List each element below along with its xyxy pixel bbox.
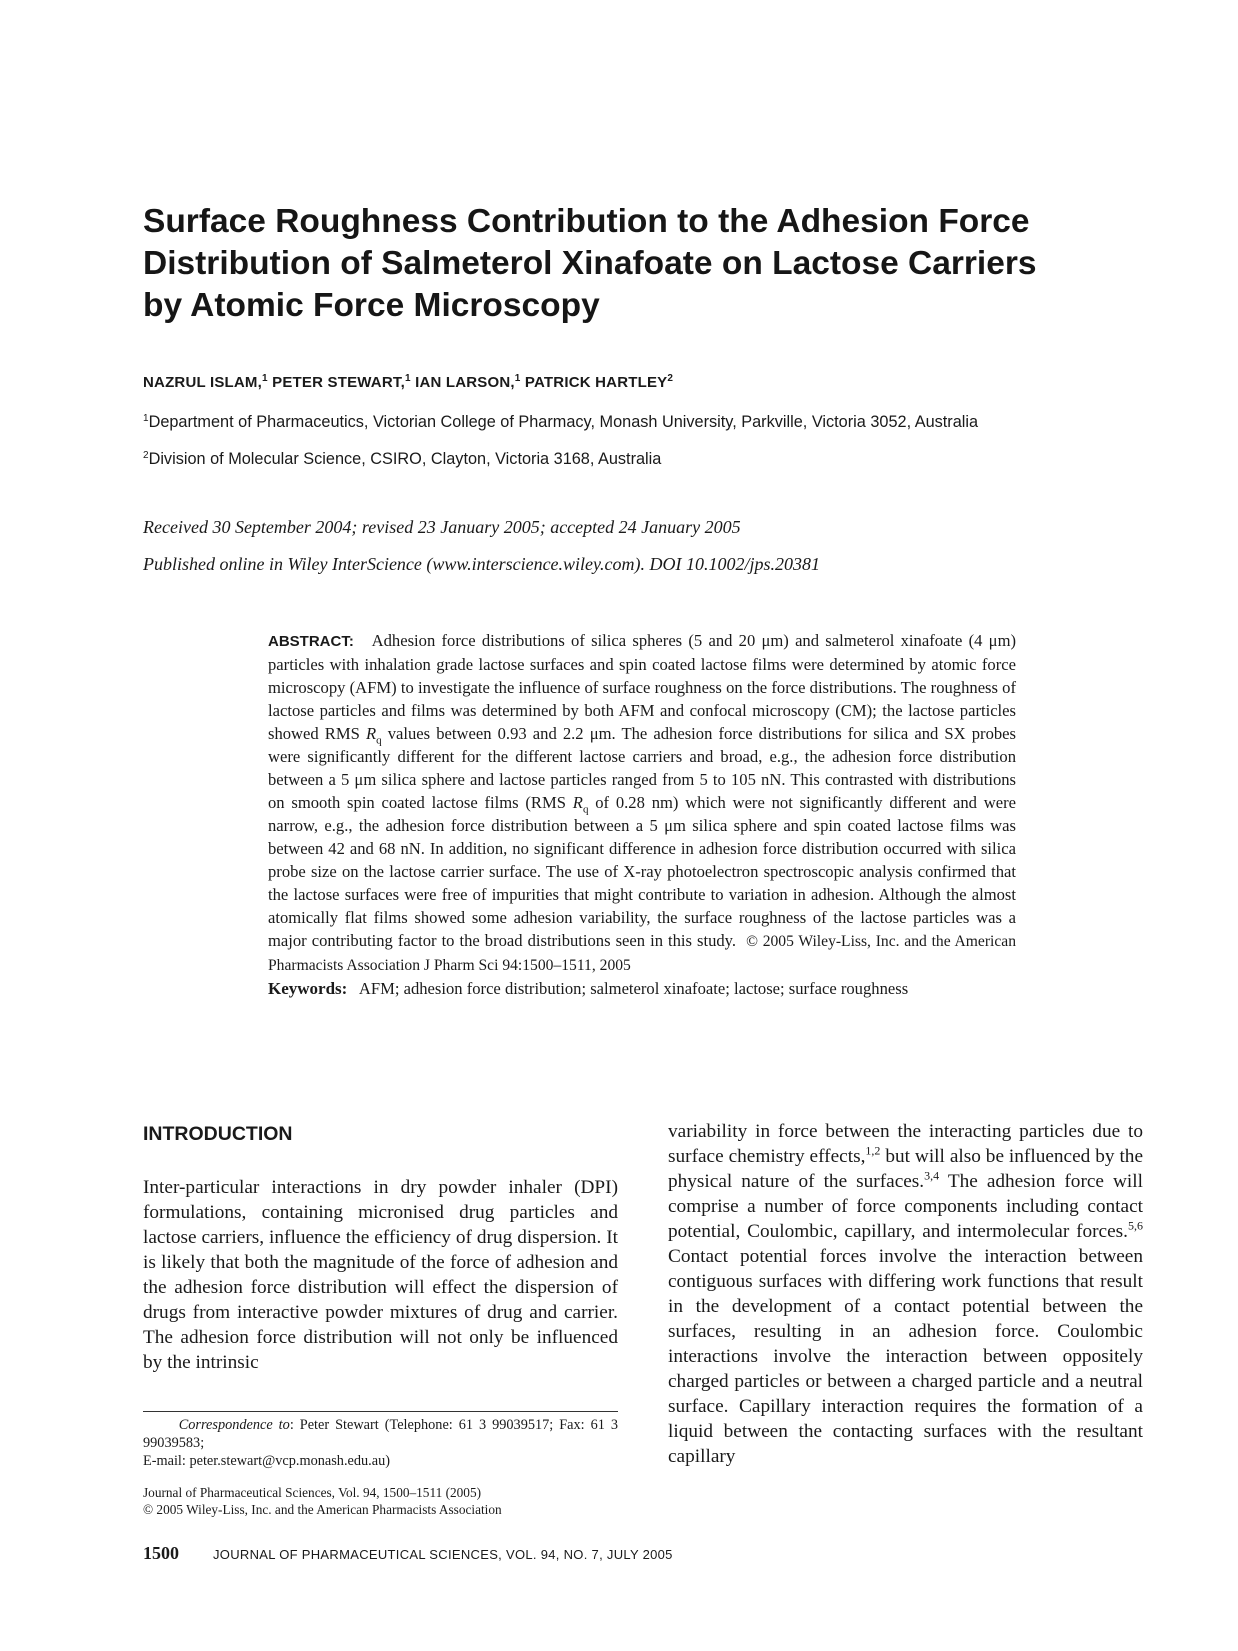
author-name: PATRICK HARTLEY <box>524 374 668 391</box>
publication-info: Published online in Wiley InterScience (www.interscience.wiley.com). DOI 10.1002/jps.20381 <box>143 554 821 574</box>
rq-symbol: R <box>365 724 377 743</box>
journal-note-line: Journal of Pharmaceutical Sciences, Vol. 94, 1500–1511 (2005) <box>143 1485 482 1500</box>
page-footer <box>143 1543 1043 1564</box>
body-text: but will also be influenced by the physical nature of the surfaces. <box>668 1146 1144 1192</box>
author-affiliation-mark: 2 <box>667 373 674 384</box>
journal-note-line: © 2005 Wiley-Liss, Inc. and the American Pharmacists Association <box>143 1502 502 1517</box>
affiliation <box>143 413 1143 432</box>
correspondence-note <box>143 1416 618 1470</box>
author-name: NAZRUL ISLAM, <box>143 374 262 391</box>
abstract <box>268 629 1016 1000</box>
affiliation-mark: 2 <box>143 450 149 461</box>
author-affiliation-mark: 1 <box>261 373 268 384</box>
author-affiliation-mark: 1 <box>514 373 521 384</box>
keywords <box>268 977 1016 1000</box>
paper-title <box>143 201 1123 327</box>
citation-ref: 5,6 <box>1128 1218 1143 1233</box>
correspondence-label: Correspondence to <box>178 1417 290 1433</box>
rq-subscript: q <box>376 734 382 747</box>
affiliation-text: Department of Pharmaceutics, Victorian College of Pharmacy, Monash University, Parkville, Victoria 3052, Australia <box>148 413 979 431</box>
title-line: Surface Roughness Contribution to the Adhesion Force <box>143 203 1030 240</box>
body-paragraph: Inter-particular interactions in dry powder inhaler (DPI) formulations, containing micronised drug particles and lactose carriers, influence the efficiency of drug dispersion. It is likely that both the magnitude of the force of adhesion and the adhesion force distribution will effect the dispersion of drugs from interactive powder mixtures of drug and carrier. The adhesion force distribution will not only be influenced by the intrinsic <box>143 1177 618 1373</box>
title-line: by Atomic Force Microscopy <box>143 287 600 324</box>
correspondence-text: : Peter Stewart (Telephone: 61 3 99039517; Fax: 61 3 99039583; <box>143 1417 618 1451</box>
author-list <box>143 374 1143 391</box>
rq-symbol: R <box>572 793 583 812</box>
keywords-text: AFM; adhesion force distribution; salmeterol xinafoate; lactose; surface roughness <box>358 979 909 998</box>
author-affiliation-mark: 1 <box>404 373 411 384</box>
abstract-label: ABSTRACT: <box>268 633 354 650</box>
abstract-text: of 0.28 nm) which were not significantly different and were narrow, e.g., the adhesion force distribution between a 5 μm silica sphere and spin coated lactose films was between 42 and 68 nN. In addition, no significant difference in adhesion force distribution occurred with silica probe size on the lactose carrier surface. The use of X-ray photoelectron spectroscopic analysis confirmed that the lactose surfaces were free of impurities that might contribute to variation in adhesion. Although the almost atomically flat films showed some adhesion variability, the surface roughness of the lactose particles was a major contributing factor to the broad distributions seen in this study. <box>268 793 1017 950</box>
body-text: The adhesion force will comprise a number of force components including contact potential, Coulombic, capillary, and intermolecular forces. <box>668 1171 1144 1242</box>
rq-subscript: q <box>582 803 589 816</box>
affiliation-text: Division of Molecular Science, CSIRO, Clayton, Victoria 3168, Australia <box>148 450 662 468</box>
body-column-left <box>143 1119 618 1375</box>
author-name: IAN LARSON, <box>415 374 515 391</box>
journal-running-title: JOURNAL OF PHARMACEUTICAL SCIENCES, VOL. 94, NO. 7, JULY 2005 <box>213 1547 673 1562</box>
footnote-divider <box>143 1411 618 1412</box>
abstract-text: Adhesion force distributions of silica spheres (5 and 20 μm) and salmeterol xinafoate (4 μm) particles with inhalation grade lactose surfaces and spin coated lactose films were determined by atomic force microscopy (AFM) to investigate the influence of surface roughness on the force distributions. The roughness of lactose particles and films was determined by both AFM and confocal microscopy (CM); the lactose particles showed RMS <box>268 631 1017 743</box>
page-number: 1500 <box>143 1543 179 1563</box>
keywords-label: Keywords: <box>268 979 348 998</box>
affiliation-mark: 1 <box>143 413 149 424</box>
affiliation <box>143 450 1143 469</box>
body-text: variability in force between the interacting particles due to surface chemistry effects, <box>668 1121 1143 1167</box>
abstract-text: values between 0.93 and 2.2 μm. The adhesion force distributions for silica and SX probes were significantly different for the different lactose carriers and broad, e.g., the adhesion force distribution between a 5 μm silica sphere and lactose particles ranged from 5 to 105 nN. This contrasted with distributions on smooth spin coated lactose films (RMS <box>268 724 1016 812</box>
abstract-copyright: © 2005 Wiley-Liss, Inc. and the American Pharmacists Association J Pharm Sci 94:1500–1511, 2005 <box>268 933 1017 974</box>
journal-note <box>143 1484 618 1518</box>
citation-ref: 3,4 <box>924 1168 940 1183</box>
body-text: Contact potential forces involve the interaction between contiguous surfaces with differing work functions that result in the development of a contact potential between the surfaces, resulting in an adhesion force. Coulombic interactions involve the interaction between oppositely charged particles or between a charged particle and a neutral surface. Capillary interaction requires the formation of a liquid between the contacting surfaces with the resultant capillary <box>668 1246 1143 1467</box>
section-heading: INTRODUCTION <box>143 1123 293 1145</box>
body-column-right <box>668 1119 1143 1469</box>
citation-ref: 1,2 <box>865 1143 881 1158</box>
received-dates: Received 30 September 2004; revised 23 January 2005; accepted 24 January 2005 <box>143 517 741 537</box>
correspondence-email: E-mail: peter.stewart@vcp.monash.edu.au) <box>143 1453 390 1469</box>
title-line: Distribution of Salmeterol Xinafoate on Lactose Carriers <box>143 245 1037 282</box>
author-name: PETER STEWART, <box>272 374 405 391</box>
